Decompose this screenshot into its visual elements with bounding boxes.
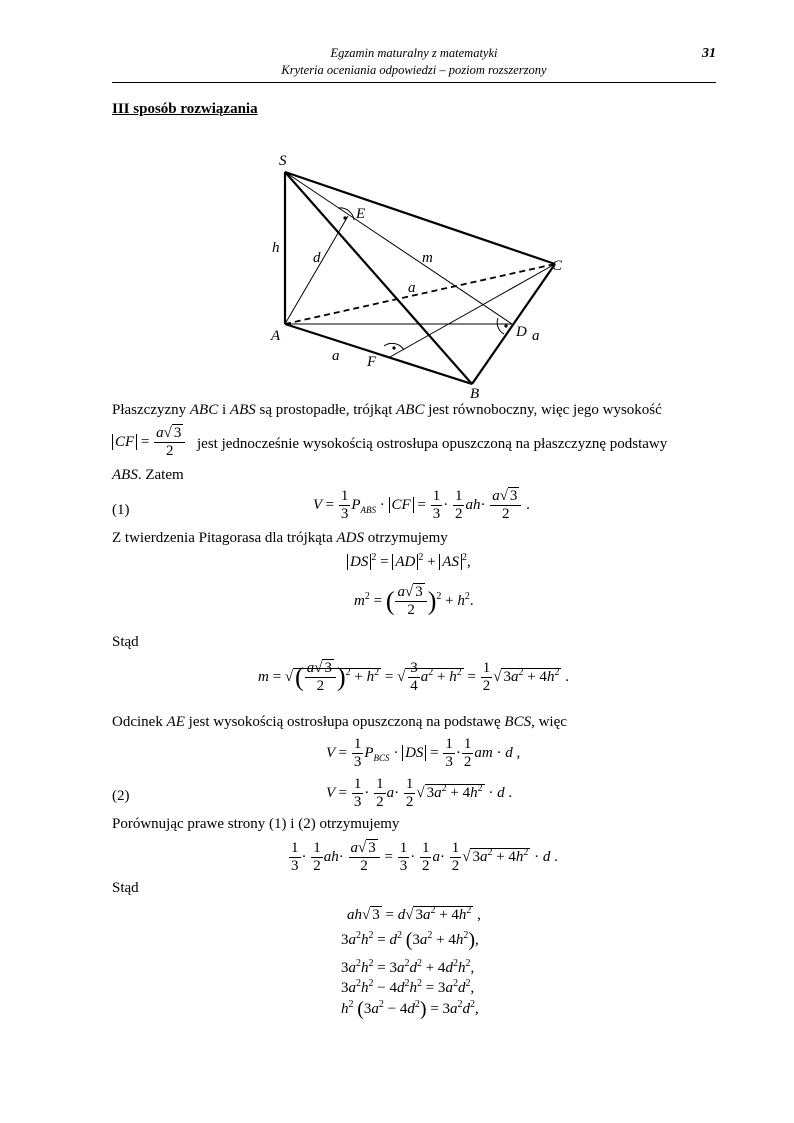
label-B: B: [470, 386, 480, 400]
paragraph-1: Płaszczyzny ABC i ABS są prostopadłe, trójkąt ABC jest równoboczny, więc jego wysokość: [112, 402, 662, 418]
label-h: h: [272, 240, 280, 256]
equation-1: V = $\frac{1}{3}$ $P_{ABS}$ · CF = $\frac{1}{3}$ · $\frac{1}{2}$ ah· $\frac{a√ 3}{2}$ .: [313, 488, 530, 522]
label-d: d: [313, 250, 321, 266]
equation-label-1: (1): [112, 502, 130, 518]
equation-volume-bcs: V = $\frac{1}{3}$ $P_{BCS}$ · DS = $\frac{1}{3}$ · $\frac{1}{2}$ am · d ,: [326, 736, 521, 770]
section-heading: III sposób rozwiązania: [112, 101, 258, 117]
label-S: S: [279, 153, 287, 169]
equation-step-2: $3a^2h^2 = d^2$ $(3a^2 + 4h^2)$,: [341, 929, 479, 951]
segment-CF: [390, 264, 555, 357]
equation-step-4: $3a^2h^2 - 4d^2h^2 = 3a^2d^2$,: [341, 978, 475, 996]
paragraph-6: Porównując prawe strony (1) i (2) otrzymujemy: [112, 816, 400, 832]
cf-formula: CF = $\frac{a√ 3}{2}$: [112, 425, 186, 460]
header-title: Egzamin maturalny z matematyki: [330, 46, 498, 60]
pyramid-figure: [250, 150, 580, 400]
edge-AC: [285, 264, 555, 324]
equation-pythagoras: DS $^2$ = AD $^2$ + AS $^2$,: [347, 552, 471, 571]
edge-AB: [285, 324, 472, 384]
label-a-right: a: [532, 328, 540, 344]
label-m: m: [422, 250, 433, 266]
paragraph-3: ABS. Zatem: [112, 467, 184, 483]
page-header: [112, 44, 716, 83]
right-angle-D: [497, 318, 504, 334]
equation-step-5: $h^2$ $(3a^2 - 4d^2) = 3a^2d^2$,: [341, 998, 479, 1020]
label-a-mid: a: [408, 280, 416, 296]
label-A: A: [271, 328, 281, 344]
label-F: F: [367, 354, 377, 370]
stad-2: Stąd: [112, 880, 139, 896]
equation-m: m = √( $\frac{a√ 3}{2}$ )$^2 + h^2$ = √ $\frac{3}{4}$ $a^2 + h^2$ = $\frac{1}{2}$ √ $3a^2 + 4h^2$ .: [258, 660, 569, 694]
equation-step-1: ah√ 3 = d√ $3a^2 + 4h^2$ ,: [347, 905, 481, 923]
equation-m-squared: $m^2$ = ( $\frac{a√ 3}{2}$ )$^2 + h^2$.: [354, 584, 474, 618]
equation-step-3: $3a^2h^2 = 3a^2d^2 + 4d^2h^2$,: [341, 958, 475, 976]
label-a-bottom: a: [332, 348, 340, 364]
equation-2: V = $\frac{1}{3}$ · $\frac{1}{2}$ a· $\frac{1}{2}$ √ $3a^2 + 4h^2 \cdot d$ .: [326, 776, 513, 810]
label-E: E: [356, 206, 366, 222]
label-D: D: [516, 324, 527, 340]
stad-1: Stąd: [112, 634, 139, 650]
label-C: C: [552, 258, 563, 274]
paragraph-5: Odcinek AE jest wysokością ostrosłupa opuszczoną na podstawę BCS, więc: [112, 714, 567, 730]
header-subtitle: Kryteria oceniania odpowiedzi – poziom rozszerzony: [281, 63, 547, 77]
page-number: 31: [702, 46, 716, 61]
segment-AE: [285, 216, 348, 324]
equation-compare: $\frac{1}{3}$ · $\frac{1}{2}$ ah· $\frac{a√ 3}{2}$ = $\frac{1}{3}$ · $\frac{1}{2}$ a· $\frac{1}{2}$ √ $3a^2 + 4h^2 \cdot d$ .: [291, 840, 558, 874]
paragraph-4: Z twierdzenia Pitagorasa dla trójkąta ADS otrzymujemy: [112, 530, 448, 546]
paragraph-2: jest jednocześnie wysokością ostrosłupa opuszczoną na płaszczyznę podstawy: [197, 436, 668, 452]
equation-label-2: (2): [112, 788, 130, 804]
